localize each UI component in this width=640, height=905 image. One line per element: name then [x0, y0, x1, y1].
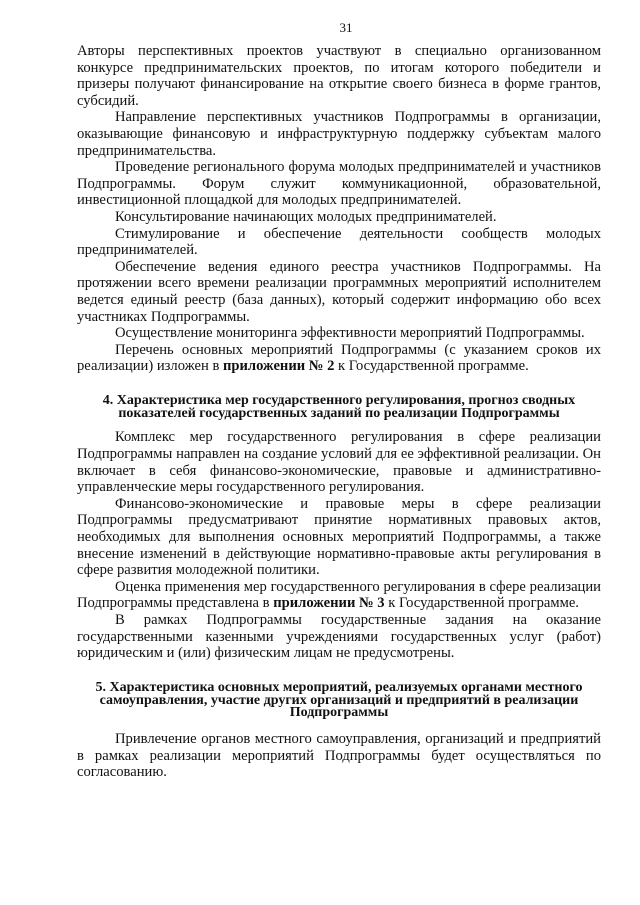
- text-fragment: к Государственной программе.: [384, 595, 579, 612]
- paragraph-stimulation: Стимулирование и обеспечение деятельности сообществ молодых предпринимателей.: [77, 225, 601, 259]
- text-fragment: Оценка применения мер государственного регулирования в сфере реализации Подпрограммы представлена в: [77, 578, 601, 612]
- paragraph-regulation-complex: Комплекс мер государственного регулирования в сфере реализации Подпрограммы направлен на создание условий для ее эффективной реализации. Он включает в себя финансово-экономические, правовые и административно-управленческие меры государственного регулирования.: [77, 429, 601, 496]
- paragraph-forum: Проведение регионального форума молодых предпринимателей и участников Подпрограммы. Форум служит коммуникационной, образовательной, инвестиционной площадкой для молодых предпринимателей.: [77, 159, 601, 209]
- document-page: [77, 20, 601, 781]
- page-number: 31: [339, 20, 353, 35]
- paragraph-referral: Направление перспективных участников Подпрограммы в организации, оказывающие финансовую и инфраструктурную поддержку субъектам малого предпринимательства.: [77, 109, 601, 159]
- section-heading-5: 5. Характеристика основных мероприятий, реализуемых органами местного самоуправления, участие других организаций и предприятий в реализации Подпрограммы: [95, 679, 583, 721]
- paragraph-authors: Авторы перспективных проектов участвуют в специально организованном конкурсе предпринимательских проектов, по итогам которого победители и призеры получают финансирование на открытие своего бизнеса в форме грантов, субсидий.: [77, 43, 601, 109]
- paragraph-consulting: Консультирование начинающих молодых предпринимателей.: [115, 208, 497, 225]
- section-heading-4: 4. Характеристика мер государственного регулирования, прогноз сводных показателей государственных заданий по реализации Подпрограммы: [102, 392, 576, 421]
- paragraph-state-tasks: В рамках Подпрограммы государственные задания на оказание государственными казенными учреждениями государственных услуг (работ) юридическим и (или) физическим лицам не предусмотрены.: [77, 612, 601, 662]
- paragraph-activities-list: [77, 342, 601, 375]
- text-fragment: к Государственной программе.: [334, 358, 529, 375]
- appendix-reference: приложении № 3: [273, 595, 385, 612]
- appendix-reference: приложении № 2: [223, 358, 335, 375]
- paragraph-assessment: [77, 579, 601, 612]
- paragraph-local-government: Привлечение органов местного самоуправления, организаций и предприятий в рамках реализации мероприятий Подпрограммы будет осуществляться по согласованию.: [77, 731, 601, 781]
- paragraph-registry: Обеспечение ведения единого реестра участников Подпрограммы. На протяжении всего времени реализации программных мероприятий исполнителем ведется единый реестр (база данных), который содержит информацию обо всех участниках Подпрограммы.: [77, 258, 601, 325]
- paragraph-financial-legal: Финансово-экономические и правовые меры в сфере реализации Подпрограммы предусматривают принятие нормативных правовых актов, необходимых для выполнения основных мероприятий Подпрограммы, а также внесение изменений в действующие нормативно-правовые акты регулирования в сфере развития молодежной политики.: [77, 495, 601, 579]
- text-fragment: Перечень основных мероприятий Подпрограммы (с указанием сроков их реализации) изложен в: [77, 341, 601, 375]
- paragraph-monitoring: Осуществление мониторинга эффективности мероприятий Подпрограммы.: [115, 325, 585, 342]
